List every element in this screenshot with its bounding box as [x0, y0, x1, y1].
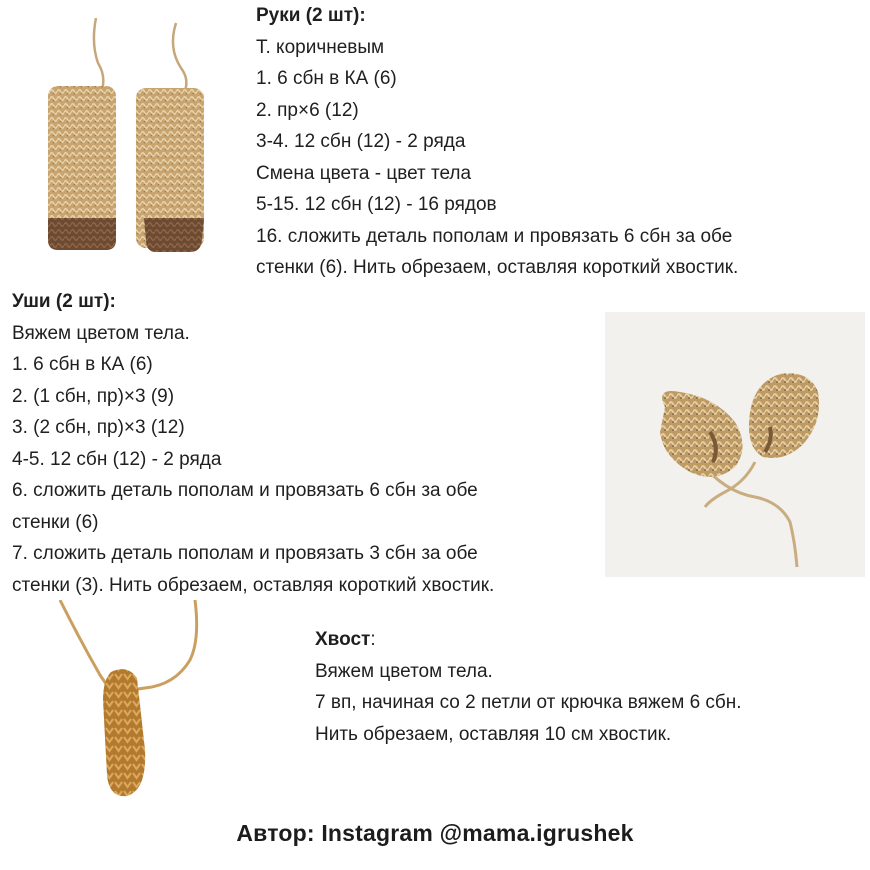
tail-line: Вяжем цветом тела.: [315, 660, 493, 682]
tail-photo: [15, 600, 235, 820]
ears-line: 3. (2 сбн, пр)×3 (12): [12, 417, 185, 438]
arms-line: стенки (6). Нить обрезаем, оставляя короткий хвостик.: [256, 257, 739, 278]
arms-photo: [36, 18, 226, 273]
arms-instructions: [256, 0, 738, 284]
author-credit: Автор: Instagram @mama.igrushek: [236, 820, 634, 846]
tail-line: 7 вп, начиная со 2 петли от крючка вяжем 6 сбн.: [315, 692, 742, 713]
ears-instructions: [12, 286, 494, 601]
arms-line: 2. пр×6 (12): [256, 99, 359, 121]
tail-line: Нить обрезаем, оставляя 10 см хвостик.: [315, 723, 672, 745]
tail-title-suffix: :: [370, 629, 376, 650]
tail-title-line: [315, 624, 742, 656]
arms-line: 1. 6 сбн в КА (6): [256, 68, 397, 89]
arms-line: Смена цвета - цвет тела: [256, 162, 472, 184]
ears-line: 6. сложить деталь пополам и провязать 6 сбн за обе: [12, 480, 478, 501]
ears-title: Уши (2 шт):: [12, 291, 116, 312]
arms-line: 3-4. 12 сбн (12) - 2 ряда: [256, 131, 466, 152]
arms-title: Руки (2 шт):: [256, 5, 366, 26]
ears-line: 1. 6 сбн в КА (6): [12, 354, 153, 375]
arms-line: 5-15. 12 сбн (12) - 16 рядов: [256, 194, 497, 215]
arms-line: Т. коричневым: [256, 36, 385, 58]
tail-instructions: [315, 624, 742, 750]
ears-line: 2. (1 сбн, пр)×3 (9): [12, 385, 175, 407]
ears-line: стенки (6): [12, 511, 99, 533]
ears-photo: [605, 312, 865, 577]
tail-title: Хвост: [315, 629, 371, 650]
arms-line: 16. сложить деталь пополам и провязать 6 сбн за обе: [256, 225, 733, 247]
ears-line: Вяжем цветом тела.: [12, 322, 190, 344]
ears-line: 7. сложить деталь пополам и провязать 3 сбн за обе: [12, 543, 478, 564]
ears-line: стенки (3). Нить обрезаем, оставляя короткий хвостик.: [12, 574, 495, 596]
ears-line: 4-5. 12 сбн (12) - 2 ряда: [12, 448, 222, 470]
